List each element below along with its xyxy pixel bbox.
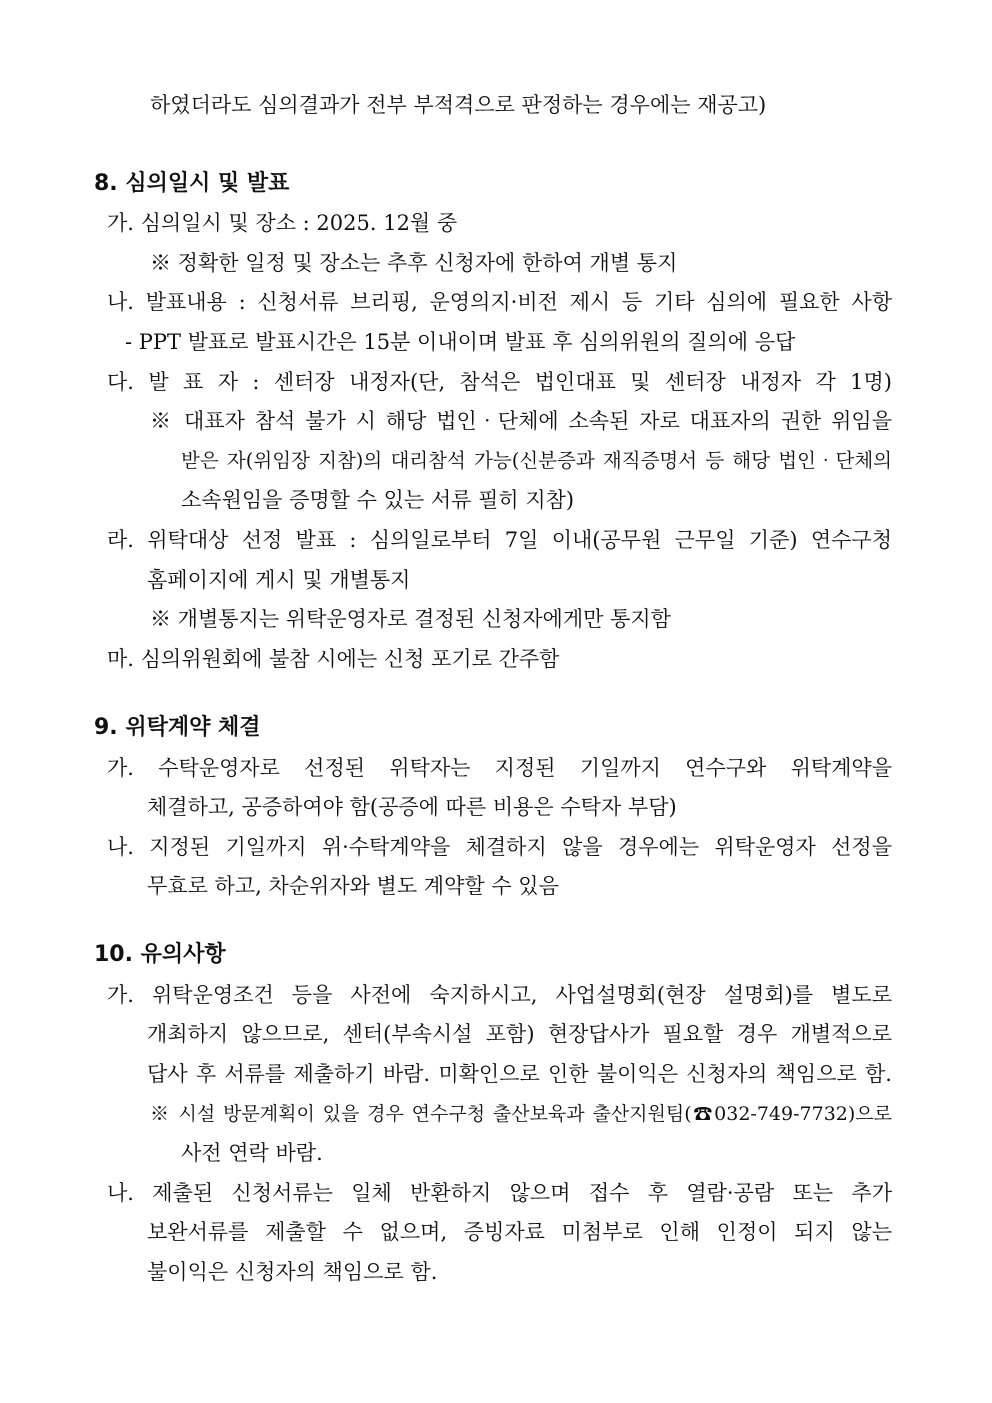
section-8-heading: 8. 심의일시 및 발표 xyxy=(94,171,290,196)
intro-line: 하였더라도 심의결과가 전부 부적격으로 판정하는 경우에는 재공고) xyxy=(150,93,767,117)
section-8-note-ra: ※ 개별통지는 위탁운영자로 결정된 신청자에게만 통지함 xyxy=(150,607,671,631)
section-9-item-ga-line1: 가. 수탁운영자로 선정된 위탁자는 지정된 기일까지 연수구와 위탁계약을 xyxy=(107,756,892,780)
section-8-item-ra-line2: 홈페이지에 게시 및 개별통지 xyxy=(147,568,411,592)
section-10-note-ga-line2: 사전 연락 바람. xyxy=(181,1141,323,1165)
section-8-item-ra-line1: 라. 위탁대상 선정 발표 : 심의일로부터 7일 이내(공무원 근무일 기준) 연수구청 xyxy=(107,528,892,552)
section-8-note-ga: ※ 정확한 일정 및 장소는 추후 신청자에 한하여 개별 통지 xyxy=(150,251,678,275)
section-8-note-da-line2: 받은 자(위임장 지참)의 대리참석 가능(신분증과 재직증명서 등 해당 법인‧단체의 xyxy=(181,449,892,472)
section-9-item-na-line2: 무효로 하고, 차순위자와 별도 계약할 수 있음 xyxy=(147,874,559,898)
section-8-item-da: 다. 발 표 자 : 센터장 내정자(단, 참석은 법인대표 및 센터장 내정자 각 1명) xyxy=(107,370,892,394)
section-10-heading: 10. 유의사항 xyxy=(94,942,226,967)
section-8-sub-na: - PPT 발표로 발표시간은 15분 이내이며 발표 후 심의위원의 질의에 응답 xyxy=(125,330,796,354)
section-10-item-ga-line3: 답사 후 서류를 제출하기 바람. 미확인으로 인한 불이익은 신청자의 책임으로 함. xyxy=(147,1062,892,1086)
section-8-note-da-line1: ※ 대표자 참석 불가 시 해당 법인‧단체에 소속된 자로 대표자의 권한 위임을 xyxy=(150,409,892,433)
section-9-item-ga-line2: 체결하고, 공증하여야 함(공증에 따른 비용은 수탁자 부담) xyxy=(147,795,677,819)
section-8-item-ga: 가. 심의일시 및 장소 : 2025. 12월 중 xyxy=(107,211,458,235)
section-10-item-ga-line2: 개최하지 않으므로, 센터(부속시설 포함) 현장답사가 필요할 경우 개별적으로 xyxy=(147,1022,892,1046)
section-9-heading: 9. 위탁계약 체결 xyxy=(94,715,261,740)
section-10-item-ga-line1: 가. 위탁운영조건 등을 사전에 숙지하시고, 사업설명회(현장 설명회)를 별도로 xyxy=(107,983,892,1007)
section-10-item-na-line3: 불이익은 신청자의 책임으로 함. xyxy=(147,1260,438,1284)
section-8-item-na: 나. 발표내용 : 신청서류 브리핑, 운영의지·비전 제시 등 기타 심의에 필요한 사항 xyxy=(107,290,892,314)
section-8-item-ma: 마. 심의위원회에 불참 시에는 신청 포기로 간주함 xyxy=(107,647,560,671)
section-10-item-na-line2: 보완서류를 제출할 수 없으며, 증빙자료 미첨부로 인해 인정이 되지 않는 xyxy=(147,1220,892,1244)
section-10-item-na-line1: 나. 제출된 신청서류는 일체 반환하지 않으며 접수 후 열람·공람 또는 추가 xyxy=(107,1181,892,1205)
section-8-note-da-line3: 소속원임을 증명할 수 있는 서류 필히 지참) xyxy=(181,488,575,512)
section-9-item-na-line1: 나. 지정된 기일까지 위·수탁계약을 체결하지 않을 경우에는 위탁운영자 선정을 xyxy=(107,835,892,859)
section-10-note-ga-line1: ※ 시설 방문계획이 있을 경우 연수구청 출산보육과 출산지원팀(☎032-749-7732)으로 xyxy=(150,1103,892,1125)
